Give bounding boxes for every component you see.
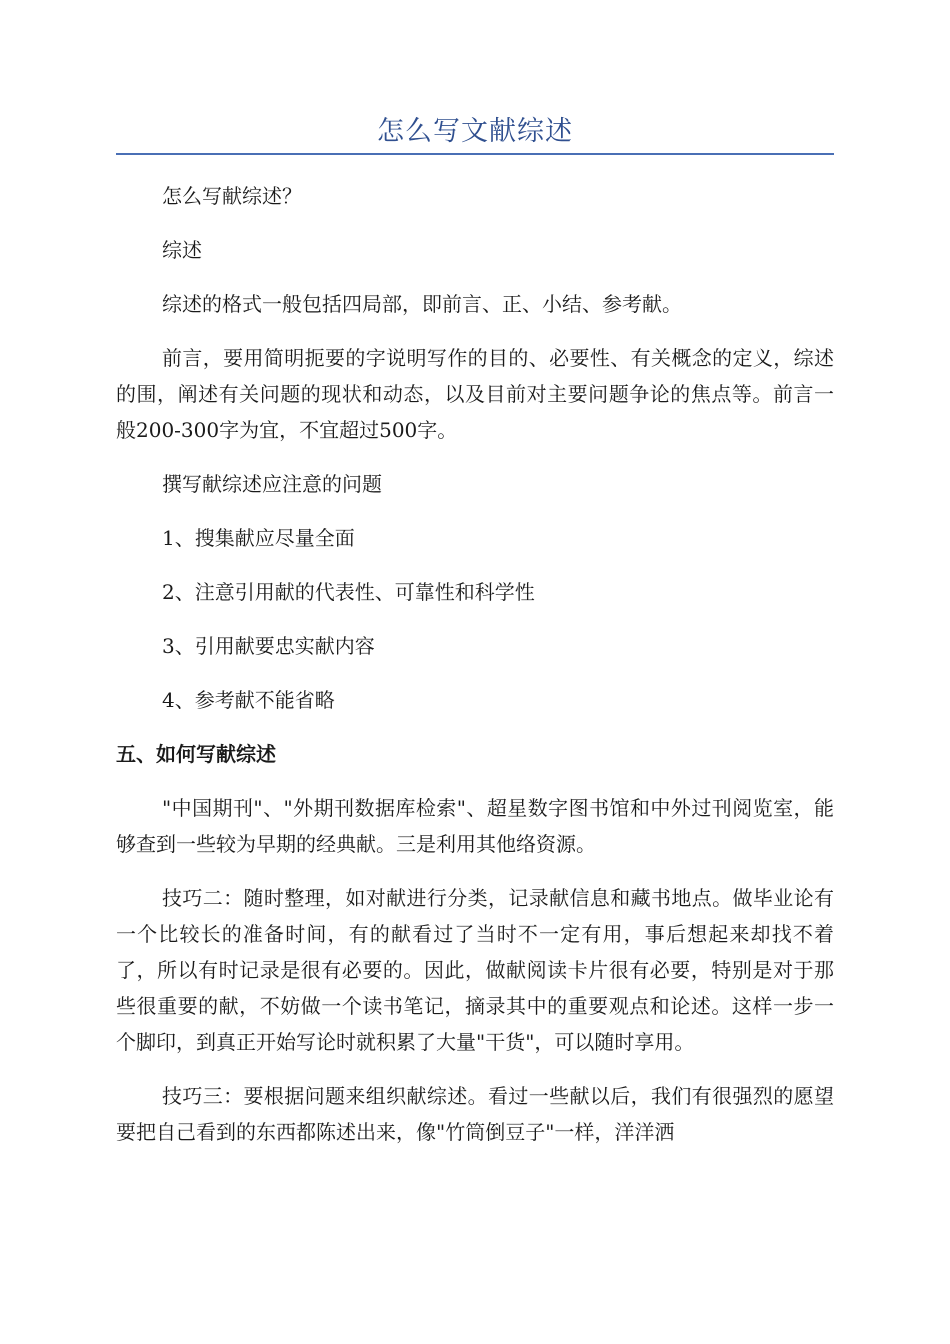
document-body bbox=[116, 178, 834, 1168]
title-underline bbox=[116, 153, 834, 155]
list-item-2: 2、注意引用献的代表性、可靠性和科学性 bbox=[162, 580, 535, 604]
paragraph-format: 综述的格式一般包括四局部，即前言、正、小结、参考献。 bbox=[162, 292, 682, 316]
paragraph-sources: "中国期刊"、"外期刊数据库检索"、超星数字图书馆和中外过刊阅览室，能够查到一些较为早期的经典献。三是利用其他络资源。 bbox=[116, 796, 834, 856]
paragraph-preface: 前言，要用简明扼要的字说明写作的目的、必要性、有关概念的定义，综述的围，阐述有关问题的现状和动态，以及目前对主要问题争论的焦点等。前言一般200-300字为宜，不宜超过500字。 bbox=[116, 346, 834, 442]
list-item-1: 1、搜集献应尽量全面 bbox=[162, 526, 355, 550]
paragraph-tip-three: 技巧三：要根据问题来组织献综述。看过一些献以后，我们有很强烈的愿望要把自己看到的东西都陈述出来，像"竹筒倒豆子"一样，洋洋洒 bbox=[116, 1084, 834, 1144]
title-block bbox=[116, 112, 834, 152]
paragraph-tip-two: 技巧二：随时整理，如对献进行分类，记录献信息和藏书地点。做毕业论有一个比较长的准备时间，有的献看过了当时不一定有用，事后想起来却找不着了，所以有时记录是很有必要的。因此，做献阅读卡片很有必要，特别是对于那些很重要的献，不妨做一个读书笔记，摘录其中的重要观点和论述。这样一步一个脚印，到真正开始写论时就积累了大量"干货"，可以随时享用。 bbox=[116, 886, 834, 1054]
list-item-3: 3、引用献要忠实献内容 bbox=[162, 634, 375, 658]
paragraph-label: 综述 bbox=[162, 238, 202, 262]
section-heading: 五、如何写献综述 bbox=[116, 742, 276, 766]
list-item-4: 4、参考献不能省略 bbox=[162, 688, 335, 712]
paragraph-notes-heading: 撰写献综述应注意的问题 bbox=[162, 472, 382, 496]
document-title: 怎么写文献综述 bbox=[377, 116, 573, 147]
paragraph-question: 怎么写献综述？ bbox=[162, 184, 302, 208]
